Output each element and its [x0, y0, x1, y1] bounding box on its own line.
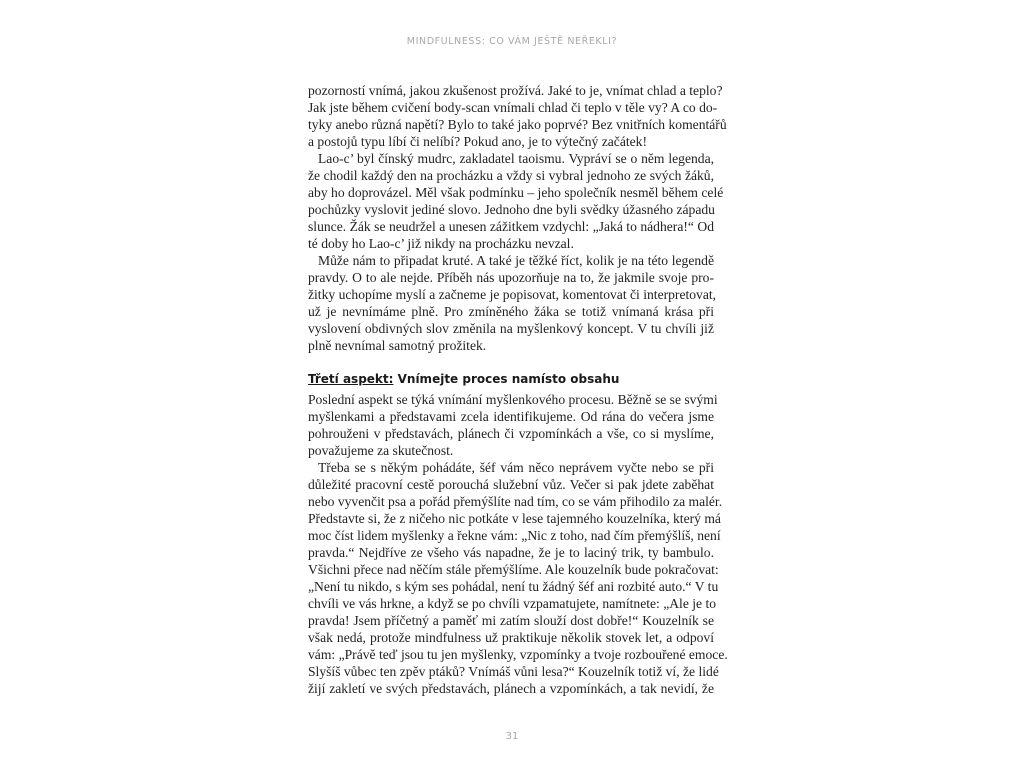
text-line: však nedá, protože mindfulness už praktikuje několik stovek let, a odpoví: [308, 630, 714, 645]
text-line: považujeme za skutečnost.: [308, 443, 454, 458]
text-line: plně nevnímal samotný prožitek.: [308, 338, 487, 353]
text-line: aby ho doprovázel. Měl však podmínku – jeho společník nesměl během celé: [308, 185, 724, 200]
page-number: 31: [505, 731, 519, 742]
text-line: Slyšíš vůbec ten zpěv ptáků? Vnímáš vůni lesa?“ Kouzelník totiž ví, že lidé: [308, 664, 719, 679]
text-line: pravda.“ Nejdříve ze všeho vás napadne, že je to laciný trik, ty bambulo.: [308, 545, 714, 560]
text-line: moc číst lidem myšlenky a řekne vám: „Nic z toho, nad čím přemýšlíš, není: [308, 528, 721, 543]
text-line: že chodil každý den na procházku a vždy si vybral jednoho ze svých žáků,: [308, 168, 714, 183]
text-line: „Není tu nikdo, s kým ses pohádal, není tu žádný šéf ani rozbité auto.“ V tu: [308, 579, 719, 594]
body-text-bottom: [308, 391, 728, 697]
text-line: Může nám to připadat kruté. A také je těžké říct, kolik je na této legendě: [318, 253, 714, 268]
text-line: žijí zakletí ve svých představách, plánech a vzpomínkách, a tak nevidí, že: [308, 681, 714, 696]
text-line: pravdy. O to ale nejde. Příběh nás upozorňuje na to, že jakmile svoje pro-: [308, 270, 714, 285]
section-heading: [308, 372, 619, 386]
section-heading-title: Vnímejte proces namísto obsahu: [393, 372, 620, 386]
text-line: vám: „Právě teď jsou tu jen myšlenky, vzpomínky a tvoje rozbouřené emoce.: [308, 647, 728, 662]
body-text-top: [308, 82, 727, 354]
text-line: pohrouženi v představách, plánech či vzpomínkách a vše, co si myslíme,: [308, 426, 714, 441]
text-line: Lao-c’ byl čínský mudrc, zakladatel taoismu. Vypráví se o něm legenda,: [318, 151, 714, 166]
text-line: myšlenkami a představami zcela identifikujeme. Od rána do večera jsme: [308, 409, 714, 424]
text-line: Všichni přece nad něčím stále přemýšlíme. Ale kouzelník bude pokračovat:: [308, 562, 719, 577]
text-line: pochůzky vyslovit jediné slovo. Jednoho dne byli svědky úžasného západu: [308, 202, 715, 217]
text-line: té doby ho Lao-c’ již nikdy na procházku nevzal.: [308, 236, 574, 251]
text-line: Poslední aspekt se týká vnímání myšlenkového procesu. Běžně se se svými: [308, 392, 718, 407]
text-line: chvíli ve vás hrkne, a když se po chvíli vzpamatujete, namítnete: „Ale je to: [308, 596, 717, 611]
text-line: už je nevnímáme plně. Pro zmíněného žáka se totiž vnímaná krása při: [308, 304, 714, 319]
text-line: Představte si, že z ničeho nic potkáte v lese tajemného kouzelníka, který má: [308, 511, 721, 526]
text-line: nebo vyvenčit psa a pořád přemýšlíte nad tím, co se vám přihodilo za malér.: [308, 494, 723, 509]
text-line: pozorností vnímá, jakou zkušenost prožívá. Jaké to je, vnímat chlad a teplo?: [308, 83, 723, 98]
text-line: žitky uchopíme myslí a začneme je popisovat, komentovat či interpretovat,: [308, 287, 717, 302]
section-heading-label: Třetí aspekt:: [308, 372, 394, 386]
text-line: tyky anebo různá napětí? Bylo to také jako poprvé? Bez vnitřních komentářů: [308, 117, 727, 132]
running-head: MINDFULNESS: CO VÁM JEŠTĚ NEŘEKLI?: [406, 36, 618, 47]
text-line: důležité pracovní cestě porouchá služební vůz. Večer si pak jdete zaběhat: [308, 477, 714, 492]
text-line: slunce. Žák se neudržel a unesen zážitkem vzdychl: „Jaká to nádhera!“ Od: [308, 219, 714, 234]
text-line: Třeba se s někým pohádáte, šéf vám něco neprávem vyčte nebo se při: [318, 460, 714, 475]
text-line: vyslovení obdivných slov změnila na myšlenkový koncept. V tu chvíli již: [308, 321, 714, 336]
text-line: pravda! Jsem příčetný a paměť mi zatím slouží dost dobře!“ Kouzelník se: [308, 613, 714, 628]
text-line: Jak jste během cvičení body-scan vnímali chlad či teplo v těle vy? A co do-: [308, 100, 718, 115]
text-line: a postojů typu líbí či nelíbí? Pokud ano, je to výtečný začátek!: [308, 134, 648, 149]
